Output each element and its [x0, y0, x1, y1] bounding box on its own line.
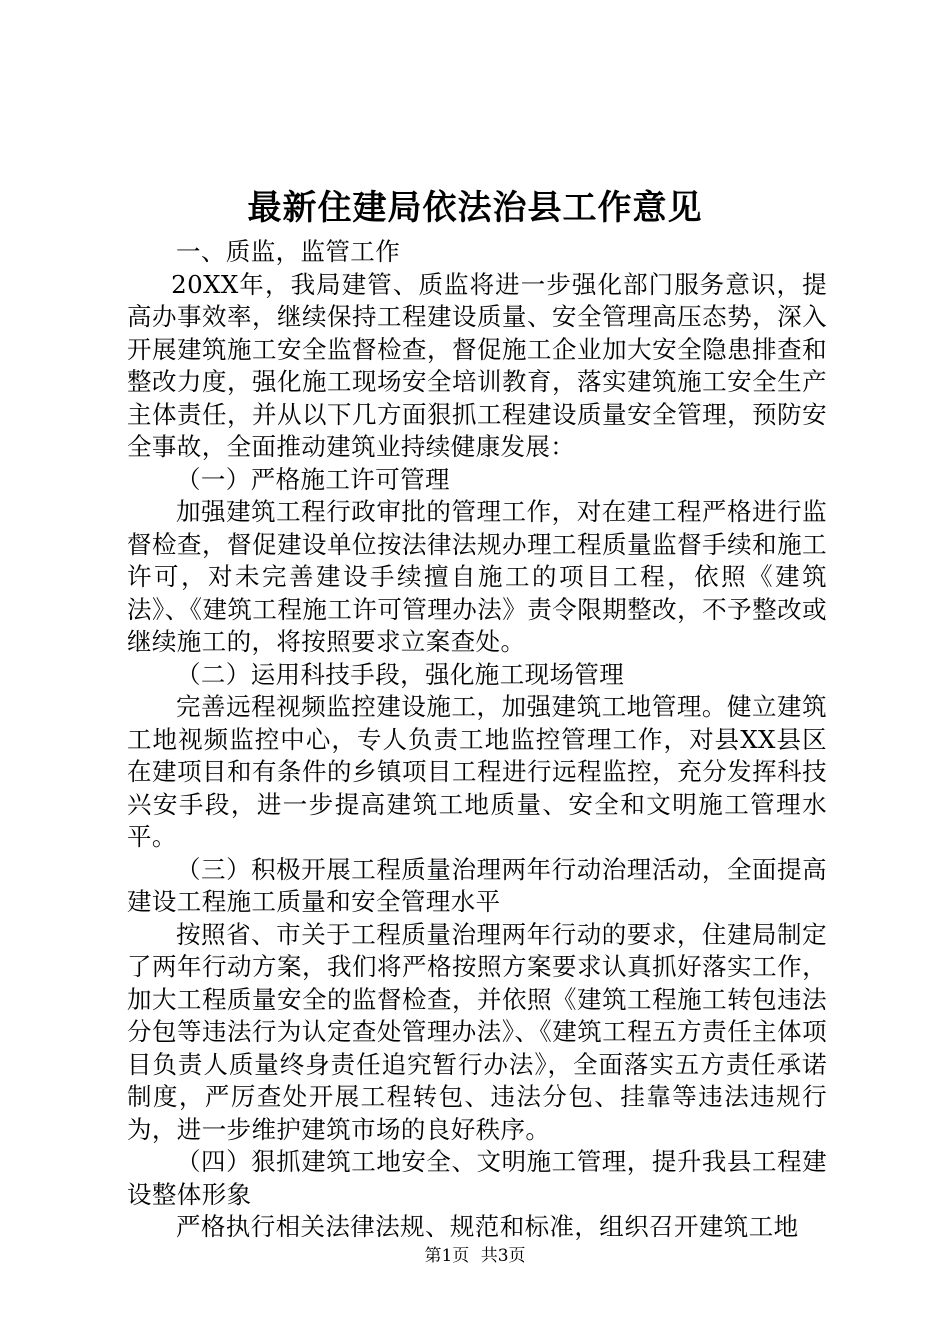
body-paragraph: 按照省、市关于工程质量治理两年行动的要求，住建局制定了两年行动方案，我们将严格按照方案要求认真抓好落实工作，加大工程质量安全的监督检查，并依照《建筑工程施工转包违法分包等违法行为认定查处管理办法》、《建筑工程五方责任主体项目负责人质量终身责任追究暂行办法》，全面落实五方责任承诺制度，严厉查处开展工程转包、违法分包、挂靠等违法违规行为，进一步维护建筑市场的良好秩序。	[127, 919, 827, 1144]
body-paragraph: 严格执行相关法律法规、规范和标准，组织召开建筑工地	[176, 1212, 799, 1241]
page-number: 第1页	[424, 1246, 470, 1266]
page-total: 共3页	[480, 1246, 526, 1266]
document-body	[127, 236, 827, 1244]
body-paragraph: 完善远程视频监控建设施工，加强建筑工地管理。健立建筑工地视频监控中心，专人负责工地监控管理工作，对县XX县区在建项目和有条件的乡镇项目工程进行远程监控，充分发挥科技兴安手段，进一步提高建筑工地质量、安全和文明施工管理水平。	[127, 692, 827, 851]
page-footer	[0, 1244, 950, 1268]
body-paragraph: 加强建筑工程行政审批的管理工作，对在建工程严格进行监督检查，督促建设单位按法律法规办理工程质量监督手续和施工许可，对未完善建设手续擅自施工的项目工程，依照《建筑法》、《建筑工程施工许可管理办法》责令限期整改，不予整改或继续施工的，将按照要求立案查处。	[127, 497, 827, 656]
section-heading: 一、质监，监管工作	[176, 237, 401, 266]
subsection-heading: （二）运用科技手段，强化施工现场管理	[176, 659, 625, 689]
subsection-heading: （一）严格施工许可管理	[176, 464, 450, 494]
subsection-heading: （四）狠抓建筑工地安全、文明施工管理，提升我县工程建设整体形象	[127, 1147, 827, 1209]
subsection-heading: （三）积极开展工程质量治理两年行动治理活动，全面提高建设工程施工质量和安全管理水平	[127, 854, 827, 916]
body-paragraph: 20XX年，我局建管、质监将进一步强化部门服务意识，提高办事效率，继续保持工程建设质量、安全管理高压态势，深入开展建筑施工安全监督检查，督促施工企业加大安全隐患排查和整改力度，强化施工现场安全培训教育，落实建筑施工安全生产主体责任，并从以下几方面狠抓工程建设质量安全管理，预防安全事故，全面推动建筑业持续健康发展：	[127, 269, 827, 461]
document-title: 最新住建局依法治县工作意见	[247, 188, 703, 228]
